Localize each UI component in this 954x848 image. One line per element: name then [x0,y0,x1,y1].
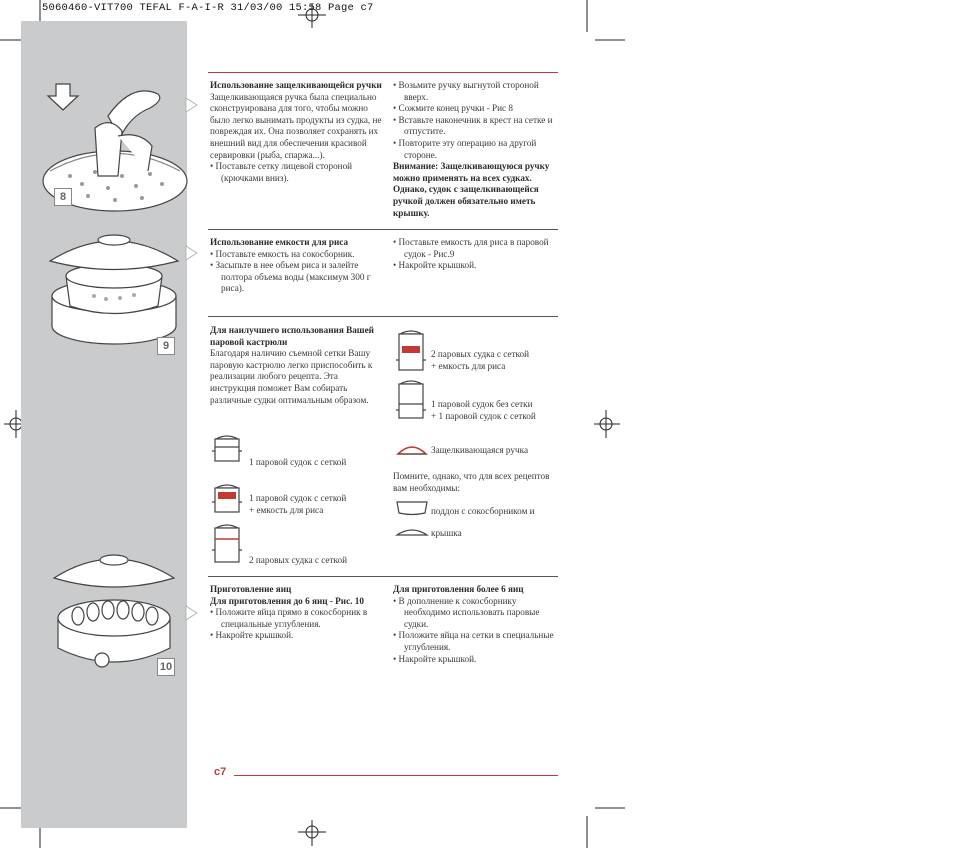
snap-handle-icon [396,442,428,456]
section-title: Приготовление яиц [210,584,292,594]
section-3-left [210,325,382,406]
figure-8-label: 8 [54,188,72,206]
section-divider [208,576,558,577]
footer-rule [234,775,558,776]
pointer-arrow-icon [186,98,198,112]
figure-9-label: 9 [157,337,175,355]
bullet-item: • Накройте крышкой. [210,630,294,641]
two-baskets-rice-bowl-icon [395,328,427,376]
section-2-left [210,237,382,295]
section-title: Использование емкости для риса [210,237,349,247]
section-4-right [393,584,558,665]
bullet-item: • Поставьте емкость для риса в паровой судок - Рис.9 [393,237,549,259]
page-number: c7 [214,766,227,778]
figure-10-illustration [48,548,180,676]
pointer-arrow-icon [186,606,198,620]
bullet-item: • Повторите эту операцию на другой стороне. [393,137,537,160]
figure-10-label: 10 [157,658,175,676]
subsection-title: Для приготовления до 6 яиц - Рис. 10 [210,595,364,606]
option-text: 1 паровой судок с сеткой [249,457,347,467]
one-basket-icon [211,433,243,467]
paragraph: Благодаря наличию съемной сетки Вашу паровую кастрюлю легко приспособить к реализации любого рецепта. Эта инструкция поможет Вам собирать различные судки оптимальным образом. [210,348,373,405]
option-text: 1 паровой судок без сетки + 1 паровой судок с сеткой [431,399,536,421]
reminder-text: Помните, однако, что для всех рецептов вам необходимы: [393,471,550,493]
pointer-arrow-icon [186,246,198,260]
bullet-item: • Возьмите ручку выгнутой стороной вверх. [393,80,539,102]
section-1-left [210,80,382,184]
warning-note: Внимание: Защелкивающуюся ручку можно применять на всех судках. Однако, судок с защелкивающейся ручкой должен обязательно иметь крышку. [393,161,550,218]
section-divider [208,316,558,317]
bullet-item: • Поставьте сетку лицевой стороной (крючками вниз). [210,161,353,183]
bullet-item: • В дополнение к сокосборнику необходимо использовать паровые судки. [393,595,540,629]
bullet-item: • Накройте крышкой. [393,260,477,271]
section-2-right [393,237,558,272]
bullet-item: • Поставьте емкость на сокосборник. [210,248,355,259]
bullet-item: • Положите яйца на сетки в специальные углубления. [393,630,554,652]
option-text: 2 паровых судка с сеткой [249,555,347,565]
drip-tray-icon [396,500,428,516]
basket-rice-bowl-icon [211,482,243,516]
lid-icon [396,527,428,537]
bullet-item: • Положите яйца прямо в сокосборник в специальные углубления. [210,607,368,629]
section-title: Для наилучшего использования Вашей паровой кастрюли [210,325,374,347]
bullet-item: • Засыпьте в нее объем риса и залейте полтора объема воды (максимум 300 г риса). [210,260,371,294]
option-text: Защелкивающаяся ручка [431,445,529,455]
section-divider [208,229,558,230]
section-4-left [210,584,382,642]
requirement-text: поддон с сокосборником и [431,506,535,516]
section-1-right [393,80,558,219]
two-baskets-icon [211,522,243,566]
option-text: 2 паровых судка с сеткой + емкость для риса [431,349,529,371]
basket-without-grid-icon [395,378,427,424]
option-text: 1 паровой судок с сеткой + емкость для риса [249,493,347,515]
bullet-item: • Вставьте наконечник в крест на сетке и отпустите. [393,114,553,137]
section-divider [208,72,558,73]
subsection-title: Для приготовления более 6 яиц [393,584,524,594]
requirement-text: крышка [431,528,462,538]
print-header: 5060460-VIT700 TEFAL F-A-I-R 31/03/00 15:58 Page c7 [42,2,374,14]
paragraph: Защелкивающаяся ручка была специально сконструирована для того, чтобы можно было легко вынимать продукты из судка, не повреждая их. Она позволяет сохранять их внешний вид для обеспечения красивой сервировки (рыба, спаржа...). [210,91,382,160]
section-title: Использование защелкивающейся ручки [210,80,382,90]
bullet-item: • Сожмите конец ручки - Рис 8 [393,103,513,114]
bullet-item: • Накройте крышкой. [393,653,477,664]
